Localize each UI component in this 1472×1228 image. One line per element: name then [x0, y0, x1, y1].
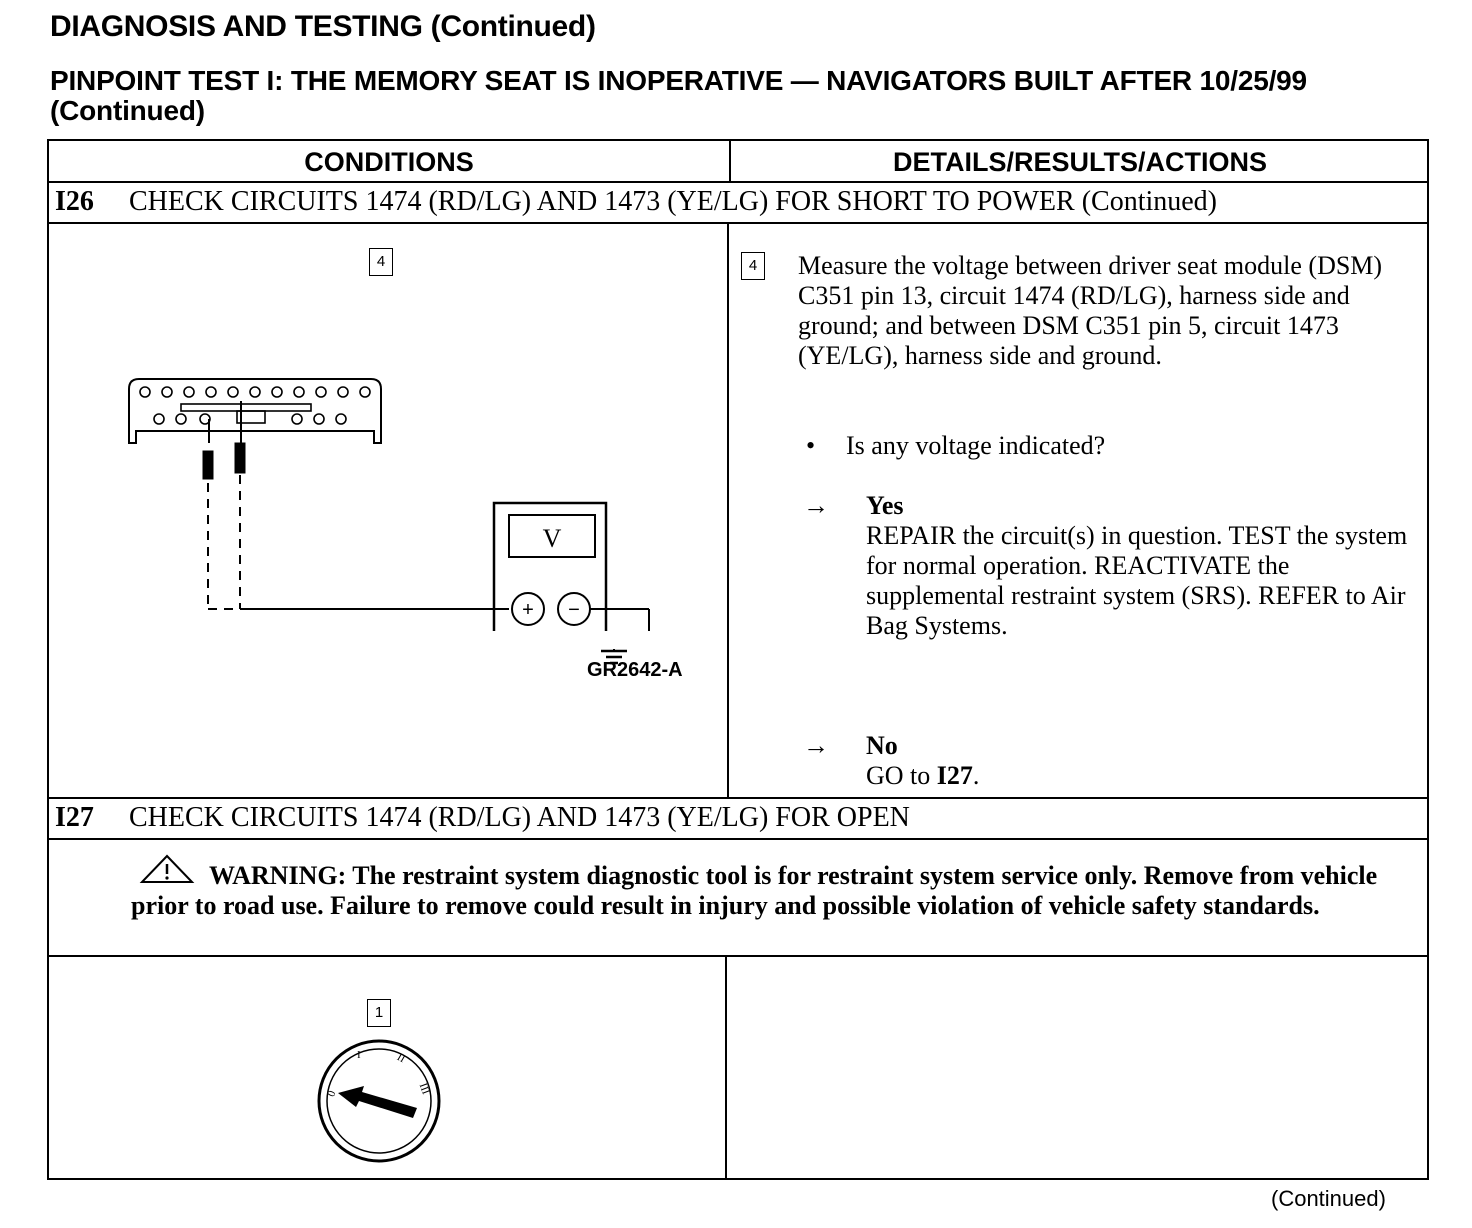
step-title: CHECK CIRCUITS 1474 (RD/LG) AND 1473 (YE/LG) FOR OPEN	[129, 802, 910, 833]
row-divider	[49, 838, 1427, 840]
step-id: I26	[55, 186, 94, 217]
warning-message: WARNING: The restraint system diagnostic tool is for restraint system service only. Remove from vehicle prior to road use. Failure to remove could result in injury and possible violation of vehicle safety standards.	[131, 861, 1378, 920]
warning-text	[131, 861, 1391, 921]
figure-label: GR2642-A	[587, 659, 683, 681]
step-id: I27	[55, 802, 94, 833]
voltmeter-unit: V	[542, 524, 562, 553]
page-title: DIAGNOSIS AND TESTING (Continued)	[50, 10, 596, 43]
test-probes	[203, 401, 509, 609]
continued-note: (Continued)	[1271, 1186, 1386, 1211]
voltmeter-diagram	[119, 371, 659, 631]
arrow-icon: →	[803, 491, 829, 520]
switch-key-pointer	[338, 1086, 417, 1118]
no-action-target: I27	[936, 761, 973, 790]
connector-pins	[140, 387, 370, 424]
position-run: II	[394, 1051, 408, 1066]
no-action-prefix: GO to	[866, 761, 931, 790]
position-start: III	[416, 1081, 432, 1097]
no-result	[866, 731, 1426, 791]
position-acc: I	[357, 1049, 361, 1061]
arrow-icon: →	[803, 731, 829, 760]
step-row-i27	[49, 799, 1427, 837]
detail-step-box: 4	[741, 252, 765, 280]
row-divider	[49, 222, 1427, 224]
header-divider	[729, 141, 731, 181]
figure-step-box: 1	[367, 999, 391, 1027]
column-header-details: DETAILS/RESULTS/ACTIONS	[892, 147, 1267, 177]
figure-step-box: 4	[369, 248, 393, 276]
pinpoint-test-title: PINPOINT TEST I: THE MEMORY SEAT IS INOPERATIVE — NAVIGATORS BUILT AFTER 10/25/99 (Continued)	[50, 65, 1307, 126]
yes-result	[866, 491, 1426, 641]
ground-symbol	[590, 609, 649, 631]
diagnostic-table	[47, 139, 1429, 1180]
detail-instruction: Measure the voltage between driver seat module (DSM) C351 pin 13, circuit 1474 (RD/LG), harness side and ground; and between DSM C351 pin 5, circuit 1473 (YE/LG), harness side and ground.	[798, 251, 1383, 370]
ignition-switch-diagram	[304, 1036, 454, 1166]
negative-sign: −	[568, 599, 580, 621]
yes-label: Yes	[866, 491, 904, 520]
row-divider	[49, 955, 1427, 957]
no-action-suffix: .	[972, 761, 980, 790]
bullet: •	[806, 431, 816, 460]
step-row-i26	[49, 183, 1427, 221]
position-off: 0	[325, 1089, 339, 1099]
column-header-conditions: CONDITIONS	[304, 147, 474, 177]
no-label: No	[866, 731, 898, 760]
column-divider	[727, 223, 729, 797]
positive-sign: +	[522, 599, 534, 621]
yes-action: REPAIR the circuit(s) in question. TEST the system for normal operation. REACTIVATE the supplemental restraint system (SRS). REFER to Air Bag Systems.	[866, 521, 1408, 640]
column-divider	[725, 957, 727, 1180]
detail-question: Is any voltage indicated?	[846, 431, 1106, 460]
step-title: CHECK CIRCUITS 1474 (RD/LG) AND 1473 (YE/LG) FOR SHORT TO POWER (Continued)	[129, 186, 1218, 217]
